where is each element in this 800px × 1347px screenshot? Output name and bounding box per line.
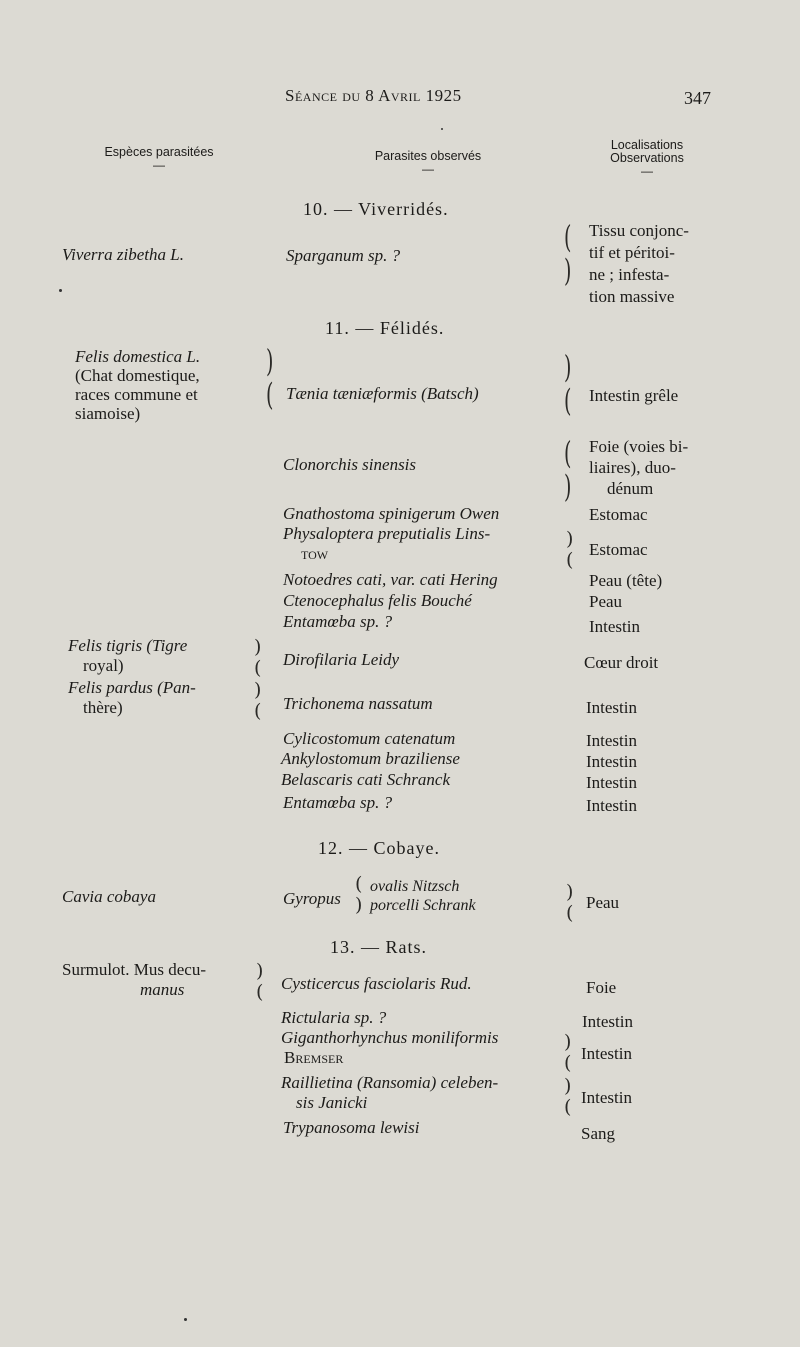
parasite-name: Ankylostomum braziliense	[281, 749, 460, 768]
localisation-line: tif et péritoi-	[589, 243, 675, 262]
host-species-block	[68, 678, 196, 718]
parasite-block	[281, 1073, 498, 1113]
scan-speck	[184, 1318, 187, 1321]
column-heading-species-label: Espèces parasitées	[104, 145, 214, 159]
parasite-name: Physaloptera preputialis Lins-	[283, 524, 491, 543]
brace: ) (	[564, 1031, 572, 1074]
parasite-block	[370, 877, 476, 915]
host-species-line: (Chat domestique,	[75, 366, 200, 385]
brace: ) (	[564, 1075, 572, 1118]
brace: ) (	[254, 636, 262, 679]
parasite-name: Belascaris cati Schranck	[281, 770, 451, 789]
localisation-line: ne ; infesta-	[589, 265, 670, 284]
column-heading-observations-label: Observations	[610, 151, 684, 165]
column-heading-parasites-label: Parasites observés	[374, 149, 482, 163]
parasite-name: Trypanosoma lewisi	[283, 1118, 420, 1137]
parasite-name: Gnathostoma spinigerum Owen	[283, 504, 500, 523]
localisation: Intestin	[586, 796, 637, 815]
brace: ) (	[566, 881, 574, 924]
brace: ) (	[254, 679, 262, 722]
scan-speck	[59, 289, 62, 292]
host-species-line: siamoise)	[75, 404, 141, 423]
column-heading-dash: —	[153, 158, 165, 172]
localisation: Sang	[581, 1124, 615, 1143]
localisation-block	[589, 220, 689, 308]
parasite-name: Entamœba sp. ?	[283, 612, 393, 631]
localisation: Intestin	[586, 731, 637, 750]
host-species-line: thère)	[83, 698, 123, 717]
parasite-block	[281, 1028, 498, 1068]
column-heading-dash: —	[422, 162, 434, 176]
host-species: Felis pardus (Pan-	[68, 678, 196, 697]
parasite-name: Notoedres cati, var. cati Hering	[283, 570, 498, 589]
running-title: Séance du 8 Avril 1925	[285, 86, 462, 105]
brace: ) (	[566, 528, 574, 571]
localisation: Peau	[589, 592, 623, 611]
parasite-author: tow	[301, 544, 329, 563]
parasite-author: Bremser	[284, 1048, 344, 1067]
parasite-name: ovalis Nitzsch	[370, 878, 460, 895]
host-species-line: races commune et	[75, 385, 198, 404]
parasite-name: Giganthorhynchus moniliformis	[281, 1028, 499, 1047]
column-heading-localisations	[600, 139, 694, 178]
host-species: Surmulot. Mus decu-	[62, 960, 207, 979]
host-species-block	[68, 636, 187, 676]
parasite-name: Rictularia sp. ?	[281, 1008, 387, 1027]
parasite-name: Raillietina (Ransomia) celeben-	[281, 1073, 499, 1092]
localisation: Intestin	[586, 698, 637, 717]
localisation: Intestin	[581, 1088, 632, 1107]
parasite-block	[283, 524, 490, 564]
localisation: Intestin	[586, 752, 637, 771]
localisation: Intestin	[581, 1044, 632, 1063]
parasite-name: Cysticercus fasciolaris Rud.	[281, 974, 472, 993]
host-species-block	[75, 347, 200, 423]
parasite-name: Cylicostomum catenatum	[283, 729, 456, 748]
column-heading-parasites	[368, 150, 488, 176]
section-heading: 10. — Viverridés.	[303, 199, 449, 219]
parasite-name: Sparganum sp. ?	[286, 246, 401, 265]
brace: ( )	[564, 220, 572, 290]
localisation: Cœur droit	[584, 653, 659, 672]
parasite-genus: Gyropus	[283, 889, 341, 908]
localisation-line: Foie (voies bi-	[589, 437, 689, 456]
parasite-name: porcelli Schrank	[370, 897, 476, 914]
localisation-line: tion massive	[589, 287, 675, 306]
brace: ( )	[355, 873, 363, 916]
parasite-name: Entamœba sp. ?	[283, 793, 393, 812]
host-species-line: royal)	[83, 656, 124, 675]
page-number: 347	[684, 88, 711, 108]
brace: ) (	[266, 344, 274, 414]
parasite-name-line: sis Janicki	[296, 1093, 368, 1112]
localisation: Peau (tête)	[589, 571, 663, 590]
parasite-name: Clonorchis sinensis	[283, 455, 417, 474]
parasite-name: Trichonema nassatum	[283, 694, 433, 713]
host-species: Viverra zibetha L.	[62, 245, 184, 264]
host-species: Felis domestica L.	[75, 347, 201, 366]
column-heading-dash: —	[641, 164, 653, 178]
localisation-line: dénum	[607, 479, 654, 498]
scan-speck	[441, 128, 443, 130]
column-heading-localisations-label: Localisations	[610, 138, 684, 152]
localisation-line: liaires), duo-	[589, 458, 676, 477]
brace: ) (	[256, 960, 264, 1003]
section-heading: 13. — Rats.	[330, 937, 428, 957]
localisation: Intestin	[586, 773, 637, 792]
brace: ( )	[564, 436, 572, 506]
parasite-name: Ctenocephalus felis Bouché	[283, 591, 472, 610]
localisation: Intestin	[582, 1012, 633, 1031]
localisation: Estomac	[589, 540, 648, 559]
host-species: Cavia cobaya	[62, 887, 156, 906]
localisation: Foie	[586, 978, 617, 997]
host-species-line: manus	[140, 980, 185, 999]
localisation: Peau	[586, 893, 620, 912]
parasite-name: Dirofilaria Leidy	[283, 650, 400, 669]
host-species-block	[62, 960, 206, 1000]
parasite-name: Tænia tæniæformis (Batsch)	[286, 384, 479, 403]
localisation: Intestin grêle	[589, 386, 679, 405]
localisation: Intestin	[589, 617, 640, 636]
localisation: Estomac	[589, 505, 648, 524]
brace: ) (	[564, 350, 572, 420]
localisation-block	[589, 436, 688, 499]
localisation-line: Tissu conjonc-	[589, 221, 689, 240]
host-species: Felis tigris (Tigre	[68, 636, 188, 655]
section-heading: 11. — Félidés.	[325, 318, 445, 338]
section-heading: 12. — Cobaye.	[318, 838, 440, 858]
column-heading-species	[96, 146, 222, 172]
